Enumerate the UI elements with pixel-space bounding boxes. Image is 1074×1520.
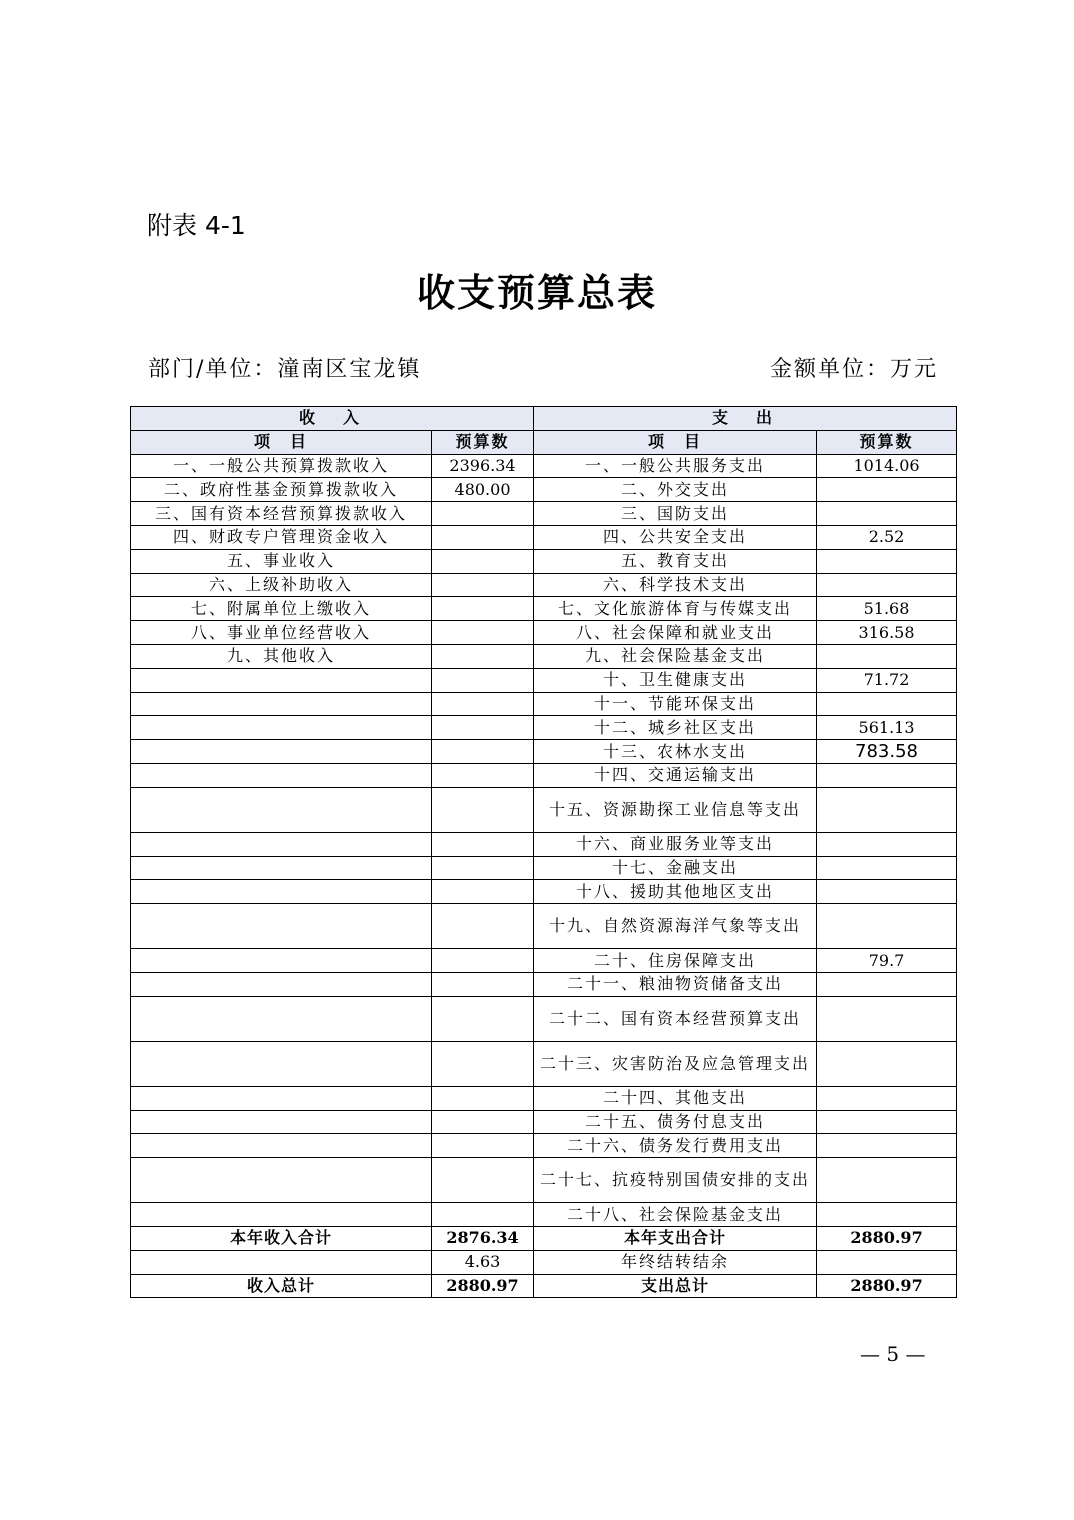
table-row: [131, 644, 957, 668]
income-value-cell: [432, 832, 534, 856]
carryover-row: [131, 1250, 957, 1274]
expense-item-cell: 六、科学技术支出: [534, 573, 817, 597]
year-income-total-label: 本年收入合计: [131, 1226, 432, 1250]
expense-value-cell: [817, 1203, 957, 1227]
income-value-cell: [432, 1041, 534, 1086]
income-value-cell: [432, 1203, 534, 1227]
appendix-label: 附表 4-1: [147, 211, 246, 240]
expense-value-cell: [817, 644, 957, 668]
income-item-cell: [131, 972, 432, 996]
expense-value-cell: [817, 856, 957, 880]
income-value-cell: [432, 1158, 534, 1203]
table-row: [131, 549, 957, 573]
income-item-cell: [131, 1110, 432, 1134]
table-row: [131, 972, 957, 996]
expense-item-cell: 七、文化旅游体育与传媒支出: [534, 597, 817, 621]
table-row: [131, 763, 957, 787]
income-item-cell: 二、政府性基金预算拨款收入: [131, 478, 432, 502]
income-item-column-header: 项 目: [131, 430, 432, 454]
year-total-row: [131, 1226, 957, 1250]
expense-value-cell: [817, 1086, 957, 1110]
expense-value-cell: 51.68: [817, 597, 957, 621]
income-value-cell: [432, 904, 534, 949]
table-column-header-row: [131, 430, 957, 454]
expense-value-cell: [817, 904, 957, 949]
income-value-cell: [432, 949, 534, 973]
income-value-cell: [432, 856, 534, 880]
table-row: [131, 525, 957, 549]
income-value-cell: [432, 763, 534, 787]
department-label: 部门/单位：潼南区宝龙镇: [148, 357, 422, 382]
expense-item-cell: 十三、农林水支出: [534, 740, 817, 764]
expense-section-header: 支 出: [534, 407, 957, 431]
income-item-cell: [131, 904, 432, 949]
expense-item-cell: 二、外交支出: [534, 478, 817, 502]
income-item-cell: [131, 832, 432, 856]
table-row: [131, 478, 957, 502]
income-item-cell: [131, 996, 432, 1041]
expense-value-cell: 2.52: [817, 525, 957, 549]
expense-grand-total-value: 2880.97: [817, 1274, 957, 1298]
income-item-cell: [131, 740, 432, 764]
table-row: [131, 573, 957, 597]
income-value-cell: [432, 692, 534, 716]
expense-value-cell: [817, 1134, 957, 1158]
income-item-cell: [131, 856, 432, 880]
expense-item-cell: 八、社会保障和就业支出: [534, 621, 817, 645]
expense-budget-column-header: 预算数: [817, 430, 957, 454]
table-row: [131, 1134, 957, 1158]
income-value-cell: [432, 787, 534, 832]
expense-item-cell: 二十三、灾害防治及应急管理支出: [534, 1041, 817, 1086]
expense-value-cell: [817, 573, 957, 597]
income-item-cell: [131, 668, 432, 692]
income-item-cell: [131, 763, 432, 787]
expense-value-cell: [817, 787, 957, 832]
income-item-cell: [131, 1158, 432, 1203]
expense-item-cell: 十二、城乡社区支出: [534, 716, 817, 740]
expense-value-cell: 79.7: [817, 949, 957, 973]
income-value-cell: [432, 1086, 534, 1110]
income-value-cell: 2396.34: [432, 454, 534, 478]
income-item-cell: 五、事业收入: [131, 549, 432, 573]
expense-item-cell: 二十五、债务付息支出: [534, 1110, 817, 1134]
expense-value-cell: [817, 880, 957, 904]
expense-item-cell: 十五、资源勘探工业信息等支出: [534, 787, 817, 832]
expense-item-cell: 二十六、债务发行费用支出: [534, 1134, 817, 1158]
expense-item-cell: 十八、援助其他地区支出: [534, 880, 817, 904]
income-item-cell: [131, 880, 432, 904]
table-section-header-row: [131, 407, 957, 431]
carryover-income-value: 4.63: [432, 1250, 534, 1274]
budget-summary-table: [130, 406, 957, 1298]
income-value-cell: [432, 716, 534, 740]
expense-value-cell: 1014.06: [817, 454, 957, 478]
expense-item-cell: 二十八、社会保险基金支出: [534, 1203, 817, 1227]
expense-item-cell: 十、卫生健康支出: [534, 668, 817, 692]
table-row: [131, 597, 957, 621]
table-row: [131, 716, 957, 740]
table-row: [131, 1158, 957, 1203]
income-item-cell: 七、附属单位上缴收入: [131, 597, 432, 621]
expense-value-cell: [817, 478, 957, 502]
income-value-cell: [432, 573, 534, 597]
expense-value-cell: 783.58: [817, 740, 957, 764]
income-item-cell: 三、国有资本经营预算拨款收入: [131, 502, 432, 526]
expense-value-cell: [817, 1158, 957, 1203]
expense-item-cell: 十九、自然资源海洋气象等支出: [534, 904, 817, 949]
page-number: — 5 —: [860, 1342, 926, 1366]
income-value-cell: [432, 549, 534, 573]
income-value-cell: [432, 525, 534, 549]
expense-value-cell: [817, 832, 957, 856]
expense-value-cell: [817, 1041, 957, 1086]
carryover-income-label: [131, 1250, 432, 1274]
table-row: [131, 621, 957, 645]
income-item-cell: [131, 949, 432, 973]
expense-item-cell: 一、一般公共服务支出: [534, 454, 817, 478]
year-income-total-value: 2876.34: [432, 1226, 534, 1250]
income-value-cell: [432, 1110, 534, 1134]
expense-value-cell: [817, 972, 957, 996]
carryover-expense-value: [817, 1250, 957, 1274]
income-item-cell: 一、一般公共预算拨款收入: [131, 454, 432, 478]
income-value-cell: [432, 880, 534, 904]
expense-value-cell: 561.13: [817, 716, 957, 740]
table-row: [131, 454, 957, 478]
year-expense-total-label: 本年支出合计: [534, 1226, 817, 1250]
expense-value-cell: 316.58: [817, 621, 957, 645]
income-item-cell: [131, 1086, 432, 1110]
income-value-cell: [432, 644, 534, 668]
income-item-cell: [131, 787, 432, 832]
grand-total-row: [131, 1274, 957, 1298]
income-budget-column-header: 预算数: [432, 430, 534, 454]
table-row: [131, 1110, 957, 1134]
carryover-label: 年终结转结余: [534, 1250, 817, 1274]
table-row: [131, 787, 957, 832]
expense-item-cell: 九、社会保险基金支出: [534, 644, 817, 668]
income-grand-total-label: 收入总计: [131, 1274, 432, 1298]
expense-item-cell: 二十四、其他支出: [534, 1086, 817, 1110]
income-item-cell: 九、其他收入: [131, 644, 432, 668]
income-grand-total-value: 2880.97: [432, 1274, 534, 1298]
table-row: [131, 856, 957, 880]
income-item-cell: 四、财政专户管理资金收入: [131, 525, 432, 549]
expense-item-cell: 十四、交通运输支出: [534, 763, 817, 787]
expense-value-cell: [817, 502, 957, 526]
expense-item-cell: 二十、住房保障支出: [534, 949, 817, 973]
table-row: [131, 502, 957, 526]
expense-grand-total-label: 支出总计: [534, 1274, 817, 1298]
expense-item-cell: 十六、商业服务业等支出: [534, 832, 817, 856]
income-value-cell: [432, 972, 534, 996]
table-row: [131, 1086, 957, 1110]
income-section-header: 收 入: [131, 407, 534, 431]
expense-item-cell: 二十七、抗疫特别国债安排的支出: [534, 1158, 817, 1203]
expense-item-cell: 十一、节能环保支出: [534, 692, 817, 716]
expense-item-cell: 三、国防支出: [534, 502, 817, 526]
table-row: [131, 832, 957, 856]
income-item-cell: [131, 1203, 432, 1227]
income-value-cell: [432, 621, 534, 645]
income-item-cell: 六、上级补助收入: [131, 573, 432, 597]
expense-item-column-header: 项 目: [534, 430, 817, 454]
table-row: [131, 740, 957, 764]
income-value-cell: [432, 996, 534, 1041]
expense-value-cell: [817, 996, 957, 1041]
income-item-cell: [131, 1134, 432, 1158]
expense-item-cell: 二十一、粮油物资储备支出: [534, 972, 817, 996]
income-value-cell: [432, 740, 534, 764]
table-row: [131, 880, 957, 904]
expense-item-cell: 五、教育支出: [534, 549, 817, 573]
year-expense-total-value: 2880.97: [817, 1226, 957, 1250]
table-row: [131, 692, 957, 716]
expense-value-cell: [817, 763, 957, 787]
expense-value-cell: [817, 1110, 957, 1134]
income-item-cell: 八、事业单位经营收入: [131, 621, 432, 645]
expense-value-cell: [817, 549, 957, 573]
income-value-cell: [432, 668, 534, 692]
table-row: [131, 949, 957, 973]
income-value-cell: [432, 597, 534, 621]
table-row: [131, 996, 957, 1041]
expense-item-cell: 二十二、国有资本经营预算支出: [534, 996, 817, 1041]
income-item-cell: [131, 716, 432, 740]
expense-item-cell: 四、公共安全支出: [534, 525, 817, 549]
table-row: [131, 1041, 957, 1086]
expense-item-cell: 十七、金融支出: [534, 856, 817, 880]
income-item-cell: [131, 692, 432, 716]
currency-unit-label: 金额单位：万元: [769, 357, 938, 382]
table-row: [131, 1203, 957, 1227]
income-item-cell: [131, 1041, 432, 1086]
income-value-cell: [432, 502, 534, 526]
income-value-cell: 480.00: [432, 478, 534, 502]
document-title: 收支预算总表: [416, 270, 657, 315]
income-value-cell: [432, 1134, 534, 1158]
table-row: [131, 668, 957, 692]
table-row: [131, 904, 957, 949]
expense-value-cell: 71.72: [817, 668, 957, 692]
expense-value-cell: [817, 692, 957, 716]
